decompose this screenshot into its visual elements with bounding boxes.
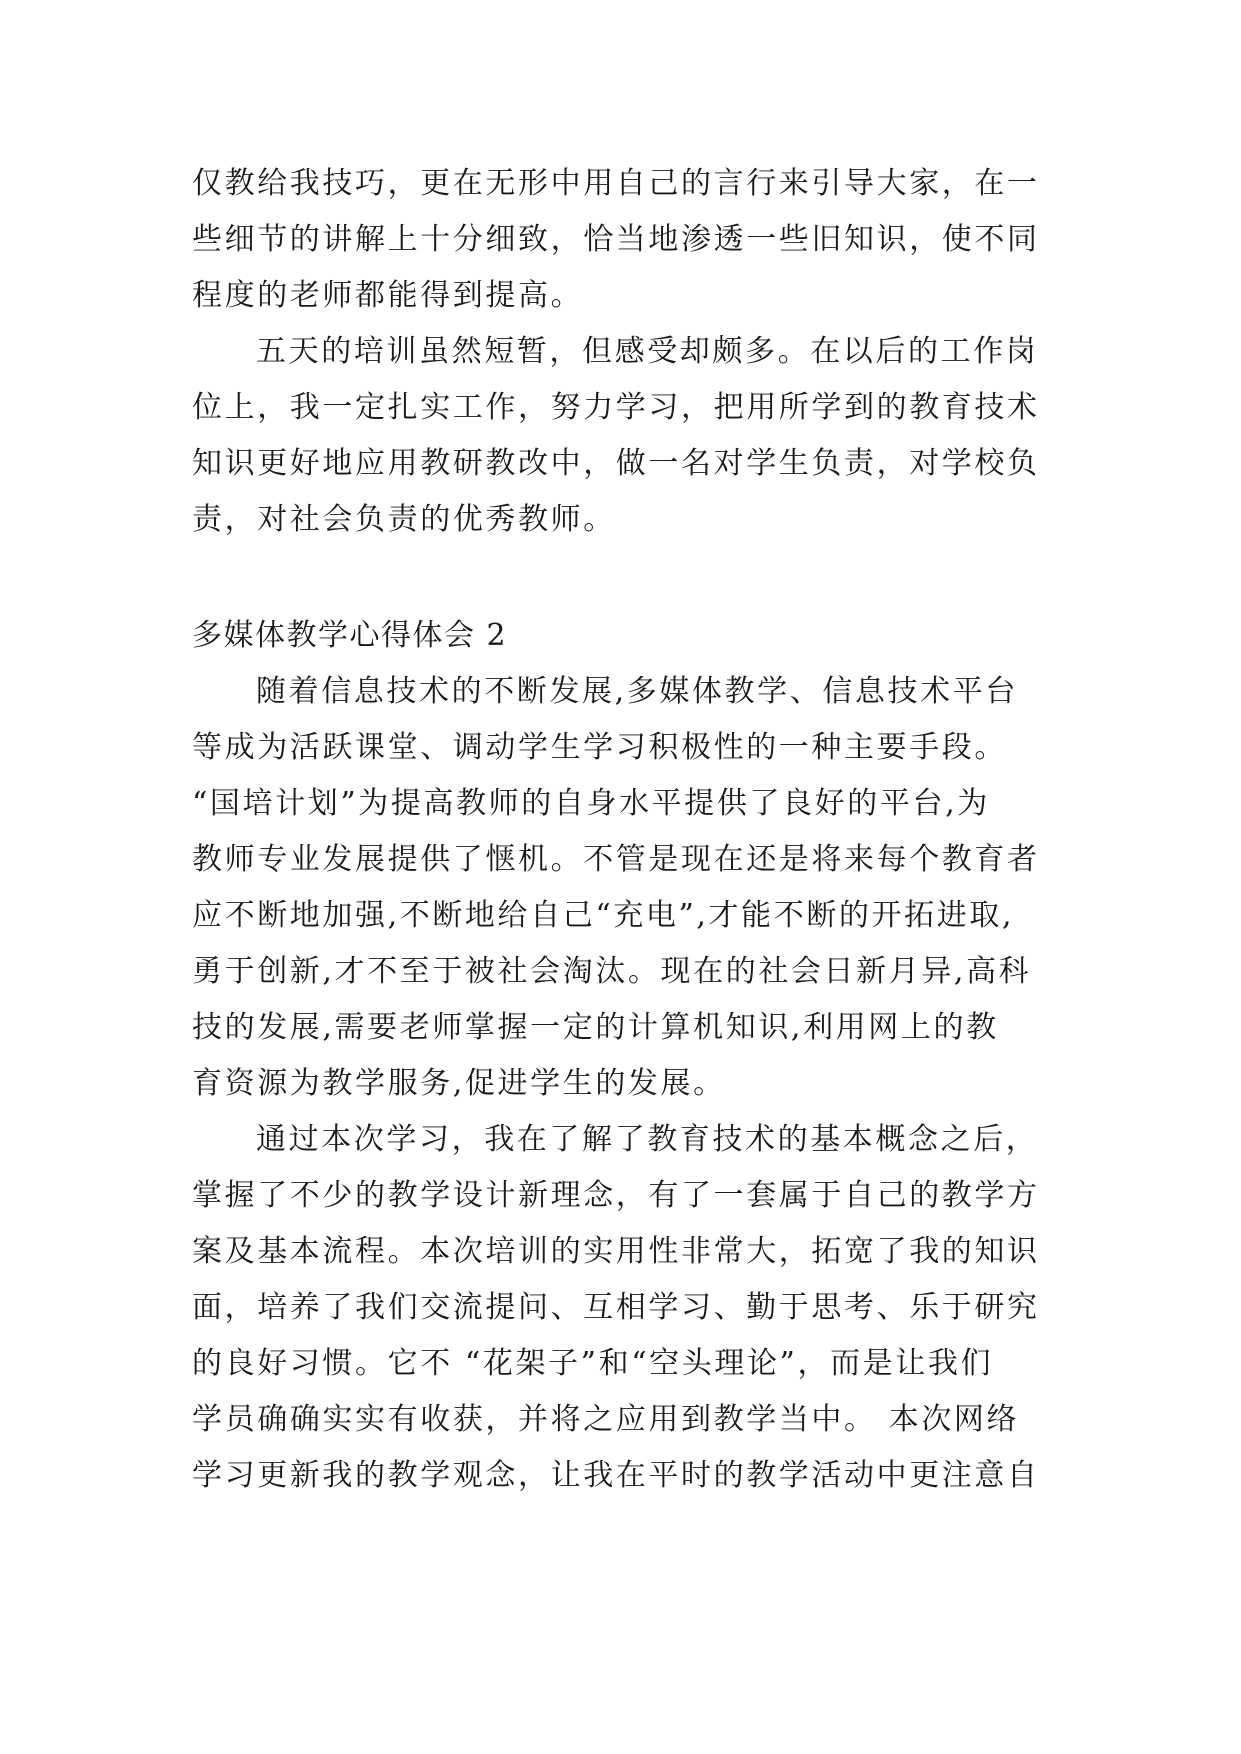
- paragraph-conclusion: [192, 324, 1054, 548]
- text-line: 程度的老师都能得到提高。: [192, 278, 584, 313]
- section-heading: 多媒体教学心得体会 2: [192, 618, 508, 653]
- text-line: “国培计划”为提高教师的自身水平提供了良好的平台,为: [192, 786, 990, 821]
- text-line: 教师专业发展提供了惬机。不管是现在还是将来每个教育者: [192, 842, 1040, 877]
- text-line: 面，培养了我们交流提问、互相学习、勤于思考、乐于研究: [192, 1290, 1040, 1325]
- text-line: 学员确确实实有收获，并将之应用到教学当中。 本次网络: [192, 1402, 1020, 1437]
- text-line: 位上，我一定扎实工作，努力学习，把用所学到的教育技术: [192, 390, 1040, 425]
- text-line: 些细节的讲解上十分细致，恰当地渗透一些旧知识，使不同: [192, 222, 1040, 257]
- text-line: 的良好习惯。它不 “花架子”和“空头理论”，而是让我们: [192, 1346, 994, 1381]
- text-line: 责，对社会负责的优秀教师。: [192, 502, 616, 537]
- text-line: 五天的培训虽然短暂，但感受却颇多。在以后的工作岗: [256, 334, 1039, 369]
- text-line: 随着信息技术的不断发展,多媒体教学、信息技术平台: [256, 674, 1018, 709]
- paragraph-reflection: [192, 1112, 1054, 1504]
- text-line: 通过本次学习，我在了解了教育技术的基本概念之后，: [256, 1122, 1039, 1157]
- paragraph-intro: [192, 664, 1054, 1112]
- text-line: 勇于创新,才不至于被社会淘汰。现在的社会日新月异,高科: [192, 954, 1032, 989]
- text-line: 学习更新我的教学观念，让我在平时的教学活动中更注意自: [192, 1458, 1040, 1493]
- text-line: 案及基本流程。本次培训的实用性非常大，拓宽了我的知识: [192, 1234, 1040, 1269]
- document-body: [192, 156, 1054, 1504]
- text-line: 知识更好地应用教研教改中，做一名对学生负责，对学校负: [192, 446, 1040, 481]
- text-line: 技的发展,需要老师掌握一定的计算机知识,利用网上的教: [192, 1010, 999, 1045]
- text-line: 掌握了不少的教学设计新理念，有了一套属于自己的教学方: [192, 1178, 1040, 1213]
- text-line: 应不断地加强,不断地给自己“充电”,才能不断的开拓进取,: [192, 898, 1015, 933]
- text-line: 仅教给我技巧，更在无形中用自己的言行来引导大家，在一: [192, 166, 1040, 201]
- text-line: 等成为活跃课堂、调动学生学习积极性的一种主要手段。: [192, 730, 1007, 765]
- text-line: 育资源为教学服务,促进学生的发展。: [192, 1066, 726, 1101]
- paragraph-continuation: [192, 156, 1054, 324]
